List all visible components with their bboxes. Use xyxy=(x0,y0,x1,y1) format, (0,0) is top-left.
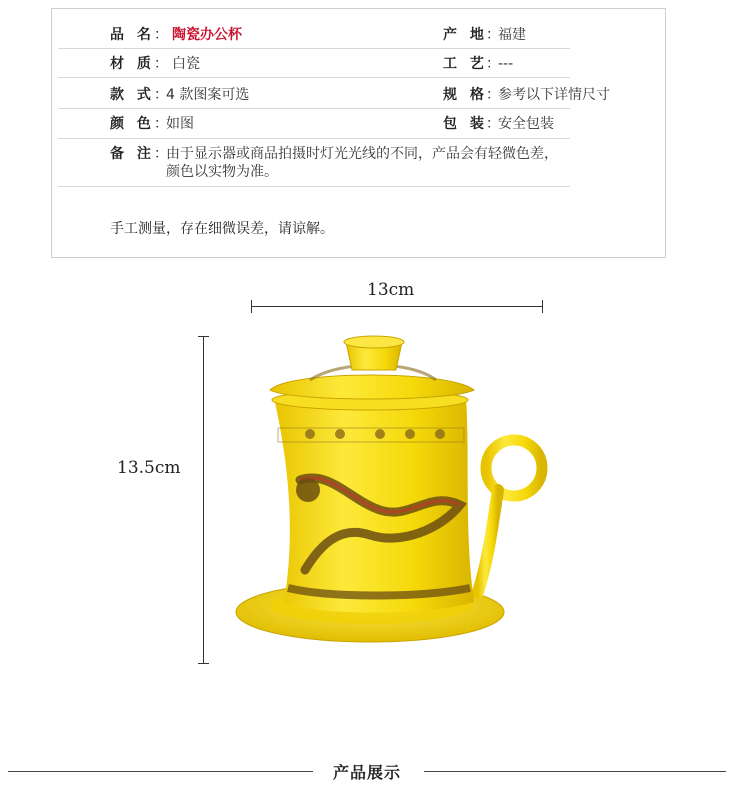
name-colon: ： xyxy=(154,27,168,43)
footer-divider-right xyxy=(424,771,726,772)
origin-colon: ： xyxy=(486,27,500,43)
craft-value: --- xyxy=(498,56,514,72)
spec-row-style xyxy=(58,108,570,109)
craft-colon: ： xyxy=(486,56,500,72)
craft-label: 工 艺 xyxy=(443,56,488,72)
spec-row-name xyxy=(58,48,570,49)
origin-value: 福建 xyxy=(498,27,526,43)
measurement-note: 手工测量，存在细微误差，请谅解。 xyxy=(110,221,334,237)
height-dimension-label: 13.5cm xyxy=(117,458,181,478)
remark-colon: ： xyxy=(154,146,168,162)
section-title: 产品展示 xyxy=(332,763,401,782)
width-dimension-line xyxy=(251,306,543,307)
name-label: 品 名 xyxy=(110,27,155,43)
height-dimension-line xyxy=(203,336,204,664)
spec-value: 参考以下详情尺寸 xyxy=(498,87,610,103)
style-label: 款 式 xyxy=(110,87,155,103)
package-colon: ： xyxy=(486,116,500,132)
spec-colon: ： xyxy=(486,87,500,103)
spec-row-material xyxy=(58,77,570,78)
package-value: 安全包装 xyxy=(498,116,554,132)
name-value: 陶瓷办公杯 xyxy=(172,27,242,43)
color-label: 颜 色 xyxy=(110,116,155,132)
style-colon: ： xyxy=(154,87,168,103)
color-value: 如图 xyxy=(166,116,194,132)
product-cup-image xyxy=(230,330,550,670)
material-label: 材 质 xyxy=(110,56,155,72)
style-value: 4 款图案可选 xyxy=(166,87,250,103)
spec-row-color xyxy=(58,138,570,139)
remark-label: 备 注 xyxy=(110,146,155,162)
material-colon: ： xyxy=(154,56,168,72)
material-value: 白瓷 xyxy=(172,56,200,72)
spec-row-remark xyxy=(58,186,570,187)
spec-label: 规 格 xyxy=(443,87,488,103)
package-label: 包 装 xyxy=(443,116,488,132)
remark-line-2: 颜色以实物为准。 xyxy=(166,164,278,180)
color-colon: ： xyxy=(154,116,168,132)
remark-line-1: 由于显示器或商品拍摄时灯光光线的不同，产品会有轻微色差， xyxy=(166,146,558,162)
origin-label: 产 地 xyxy=(443,27,488,43)
width-dimension-label: 13cm xyxy=(367,280,415,300)
